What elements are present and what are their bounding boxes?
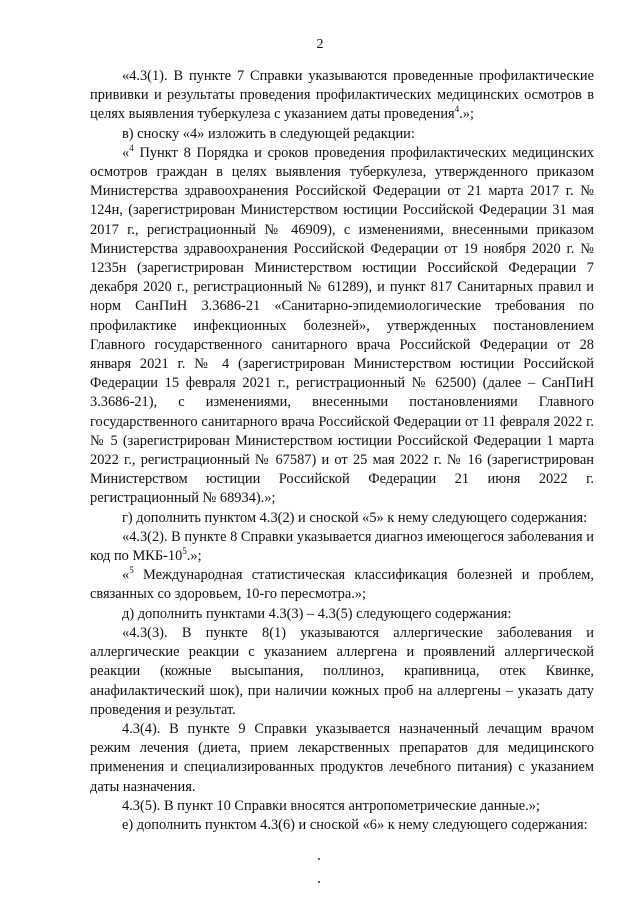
footnote-4-text: «$^4$ Пункт 8 Порядка и сроков проведения профилактических медицинских осмотров граждан в целях выявления туберкулеза, утвержденного приказом Министерства здравоохранения Российской Федерации от 21 марта 2017 г. № 124н, (зарегистрирован Министерством юстиции Российской Федерации 31 мая 2017 г., регистрационный № 46909), с изменениями, внесенными приказом Министерства здравоохранения Российской Федерации от 19 ноября 2020 г. № 1235н (зарегистрирован Министерством юстиции Российской Федерации 7 декабря 2020 г., регистрационный № 61289), и пункт 817 Санитарных правил и норм СанПиН 3.3686-21 «Санитарно-эпидемиологические требования по профилактике инфекционных болезней», утвержденных постановлением Главного государственного санитарного врача Российской Федерации от 28 января 2021 г. № 4 (зарегистрирован Министерством юстиции Российской Федерации 15 февраля 2021 г., регистрационный № 62500) (далее – СанПиН 3.3686-21), с изменениями, внесенными постановлениями Главного государственного санитарного врача Российской Федерации от 11 февраля 2022 г. № 5 (зарегистрирован Министерством юстиции Российской Федерации 1 марта 2022 г., регистрационный № 67587) и от 25 мая 2022 г. № 16 (зарегистрирован Министерством юстиции Российской Федерации 21 июня 2022 г. регистрационный № 68934).»; <box>90 143 594 507</box>
paragraph-item-g: г) дополнить пунктом 4.3(2) и сноской «5» к нему следующего содержания: <box>122 509 588 526</box>
paragraph-item-e: е) дополнить пунктом 4.3(6) и сноской «6» к нему следующего содержания: <box>122 816 588 833</box>
paragraph-4-3-5: 4.3(5). В пункт 10 Справки вносятся антропометрические данные.»; <box>122 797 540 814</box>
paragraph-item-v: в) сноску «4» изложить в следующей редакции: <box>122 125 415 142</box>
paragraph-4-3-4: 4.3(4). В пункте 9 Справки указывается назначенный лечащим врачом режим лечения (диета, прием лекарственных препаратов для медицинского применения и специализированных продуктов лечебного питания) с указанием даты назначения. <box>90 720 594 795</box>
document-body <box>90 67 594 835</box>
paragraph-4-3-3: «4.3(3). В пункте 8(1) указываются аллергические заболевания и аллергические реакции с указанием аллергена и проявлений аллергической реакции (кожные высыпания, поллиноз, крапивница, отек Квинке, анафилактический шок), при наличии кожных проб на аллергены – указать дату проведения и результат. <box>90 624 594 718</box>
scan-speck <box>318 881 320 883</box>
page-number: 2 <box>316 37 324 52</box>
paragraph-4-3-1: «4.3(1). В пункте 7 Справки указываются проведенные профилактические прививки и результаты проведения профилактических медицинских осмотров в целях выявления туберкулеза с указанием даты проведения$^4$.»; <box>90 68 594 123</box>
paragraph-item-d: д) дополнить пунктами 4.3(3) – 4.3(5) следующего содержания: <box>122 605 512 622</box>
footnote-5-text: «$^5$ Международная статистическая классификация болезней и проблем, связанных со здоровьем, 10-го пересмотра.»; <box>90 565 594 603</box>
scan-speck <box>318 858 320 860</box>
paragraph-4-3-2: «4.3(2). В пункте 8 Справки указывается диагноз имеющегося заболевания и код по МКБ-$10^5$.»; <box>90 528 594 565</box>
